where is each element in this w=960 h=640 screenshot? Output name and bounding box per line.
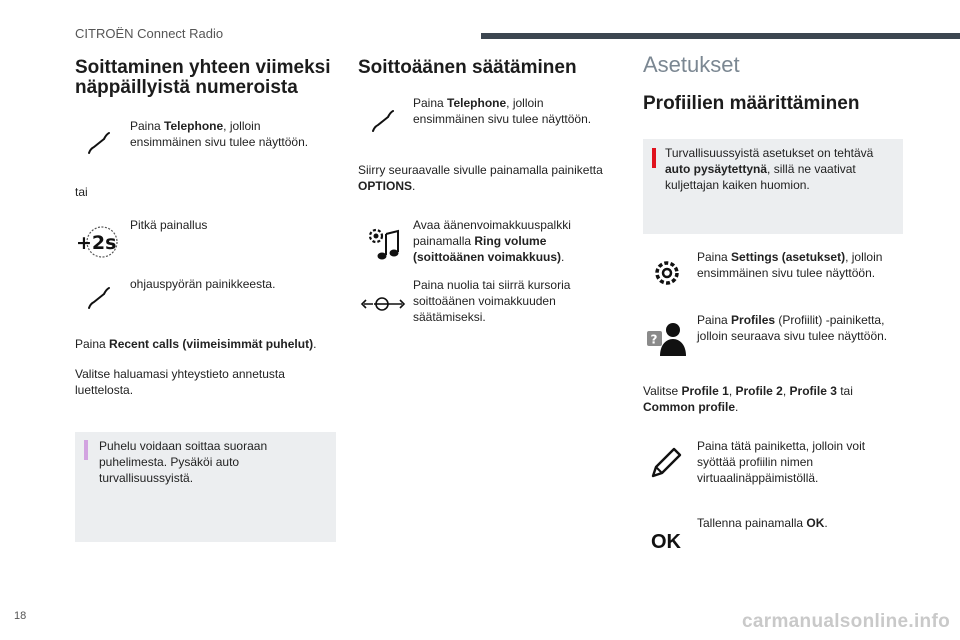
col2-step3-text: Paina nuolia tai siirrä kursoria soittoäänen voimakkuuden säätämiseksi. (413, 278, 571, 324)
col3-step3-text: Paina tätä painiketta, jolloin voit syöttää profiilin nimen virtuaalinäppäimistöllä. (697, 439, 866, 485)
header-title: CITROËN Connect Radio (75, 26, 224, 41)
ringtone-settings-icon (364, 224, 404, 262)
two-second-press-icon (74, 224, 122, 260)
col3-step2-text: Paina Profiles (Profiilit) -painiketta, jolloin seuraava sivu tulee näyttöön. (697, 313, 888, 343)
col2-title: Soittoäänen säätäminen (358, 57, 577, 78)
col1-title (75, 58, 345, 98)
col1-title-line2: näppäillyistä numeroista (75, 77, 298, 98)
col3-para1: Valitse Profile 1, Profile 2, Profile 3 tai Common profile. (643, 384, 853, 414)
col1-or-text: tai (75, 185, 88, 199)
col2-step2-text: Avaa äänenvoimakkuuspalkki painamalla Ring volume (soittoäänen voimakkuus). (413, 218, 571, 264)
pencil-icon (648, 445, 684, 481)
two-second-label: +2s (76, 232, 117, 254)
col1-step3-text: ohjauspyörän painikkeesta. (130, 277, 276, 291)
col1-para1: Paina Recent calls (viimeisimmät puhelut). (75, 337, 317, 351)
phone-icon (86, 130, 112, 156)
watermark: carmanualsonline.info (742, 611, 950, 632)
col1-title-line1: Soittaminen yhteen viimeksi (75, 57, 331, 78)
volume-slider-icon (360, 292, 406, 316)
col3-step4-text: Tallenna painamalla OK. (697, 516, 828, 530)
info-marker (84, 440, 88, 460)
section-title: Asetukset (643, 52, 740, 77)
col3-step1-text: Paina Settings (asetukset), jolloin ensimmäinen sivu tulee näyttöön. (697, 250, 883, 280)
header-bar (481, 33, 960, 39)
col1-note-box (75, 432, 336, 542)
phone-icon (370, 108, 396, 134)
ok-icon: OK (651, 531, 681, 553)
profile-help-icon (645, 321, 689, 357)
page-number: 18 (14, 610, 27, 622)
col3-warning-box (643, 139, 903, 234)
col1-step1-text: Paina Telephone, jolloin ensimmäinen sivu tulee näyttöön. (130, 119, 309, 149)
svg-text:?: ? (650, 332, 658, 347)
col2-step1-text: Paina Telephone, jolloin ensimmäinen sivu tulee näyttöön. (413, 96, 592, 126)
col3-warning-text: Turvallisuussyistä asetukset on tehtävä auto pysäytettynä, sillä ne vaativat kuljettajan kaiken huomion. (665, 146, 874, 192)
gear-icon (652, 258, 682, 288)
warning-marker (652, 148, 656, 168)
col1-step2-text: Pitkä painallus (130, 218, 208, 232)
col2-para1: Siirry seuraavalle sivulle painamalla painiketta OPTIONS. (358, 163, 603, 193)
col3-subtitle: Profiilien määrittäminen (643, 93, 860, 114)
col1-para2: Valitse haluamasi yhteystieto annetusta luettelosta. (75, 367, 285, 397)
col1-note-text: Puhelu voidaan soittaa suoraan puhelimesta. Pysäköi auto turvallisuussyistä. (99, 439, 268, 485)
phone-icon (86, 285, 112, 311)
